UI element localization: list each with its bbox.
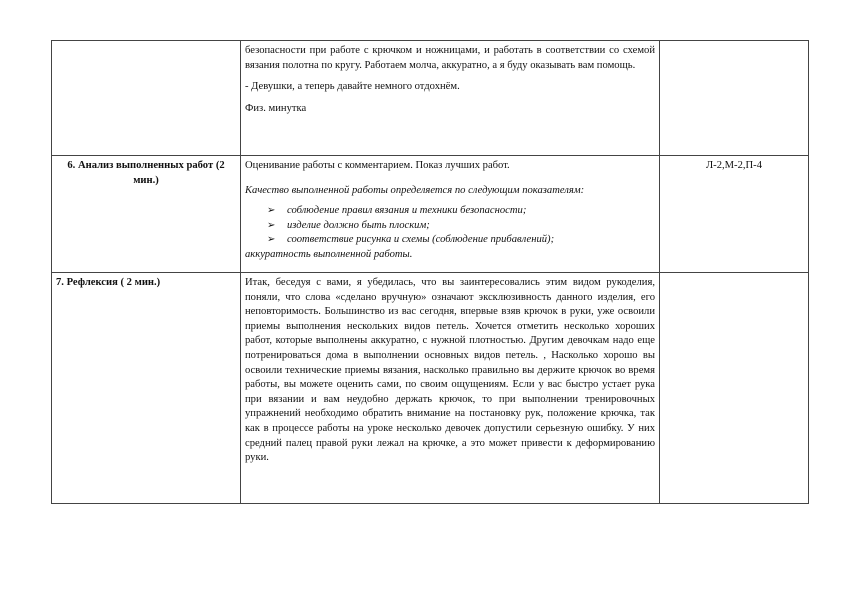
stage-cell	[52, 41, 241, 156]
criteria-tail: аккуратность выполненной работы.	[245, 248, 413, 260]
content-cell	[241, 41, 660, 156]
content-intro: Оценивание работы с комментарием. Показ лучших работ.	[245, 160, 510, 171]
content-cell	[241, 156, 660, 273]
results-value: Л-2,М-2,П-4	[705, 160, 763, 171]
table-row	[52, 273, 809, 504]
results-cell	[660, 41, 809, 156]
list-item: ➢ изделие должно быть плоским;	[267, 219, 655, 234]
content-paragraph: - Девушки, а теперь давайте немного отдохнём.	[245, 81, 460, 93]
stage-cell	[52, 156, 241, 273]
content-cell	[241, 273, 660, 504]
results-cell	[660, 156, 809, 273]
table-row	[52, 156, 809, 273]
criteria-list	[245, 204, 655, 248]
arrow-bullet-icon: ➢	[267, 219, 276, 231]
arrow-bullet-icon: ➢	[267, 234, 276, 246]
list-item: ➢ соблюдение правил вязания и техники безопасности;	[267, 204, 655, 219]
list-item: ➢ соответствие рисунка и схемы (соблюдение прибавлений);	[267, 233, 655, 248]
arrow-bullet-icon: ➢	[267, 205, 276, 217]
stage-cell	[52, 273, 241, 504]
stage-title: 7. Рефлексия ( 2 мин.)	[56, 277, 161, 288]
lesson-plan-table	[51, 40, 809, 504]
table-row	[52, 41, 809, 156]
content-paragraph: Физ. минутка	[245, 102, 307, 114]
reflection-text: Итак, беседуя с вами, я убедилась, что вы заинтересовались этим видом рукоделия, поняли, что слова «сделано вручную» означают эксклюзивность данного изделия, его неповторимость. Большинство из вас сегодня, впервые взяв крючок в руки, уже освоили приемы выполнения нескольких видов петель. Хочется отметить несколько хороших работ, которые выполнены аккуратно, с нужной плотностью. Другим девочкам надо еще потренироваться дома в выполнении основных видов петель. , Насколько хорошо вы освоили технические приемы вязания, насколько правильно вы держите крючок во время работы, вы можете оценить сами, по своим ощущениям. Если у вас быстро устает рука при вязании и вам неудобно держать крючок, то при выполнении тренировочных упражнений необходимо обратить внимание на постановку рук, положение крючка, так как в процессе работы на уроке несколько девочек допустили серьезную ошибку. У них средний палец правой руки лежал на крючке, а это может привести к деформированию руки.	[245, 277, 655, 464]
content-paragraph: безопасности при работе с крючком и ножницами, и работать в соответствии со схемой вязания полотна по кругу. Работаем молча, аккуратно, а я буду оказывать вам помощь.	[245, 45, 655, 71]
stage-title: 6. Анализ выполненных работ (2 мин.)	[67, 160, 225, 186]
results-cell	[660, 273, 809, 504]
criteria-title: Качество выполненной работы определяется по следующим показателям:	[245, 184, 585, 196]
